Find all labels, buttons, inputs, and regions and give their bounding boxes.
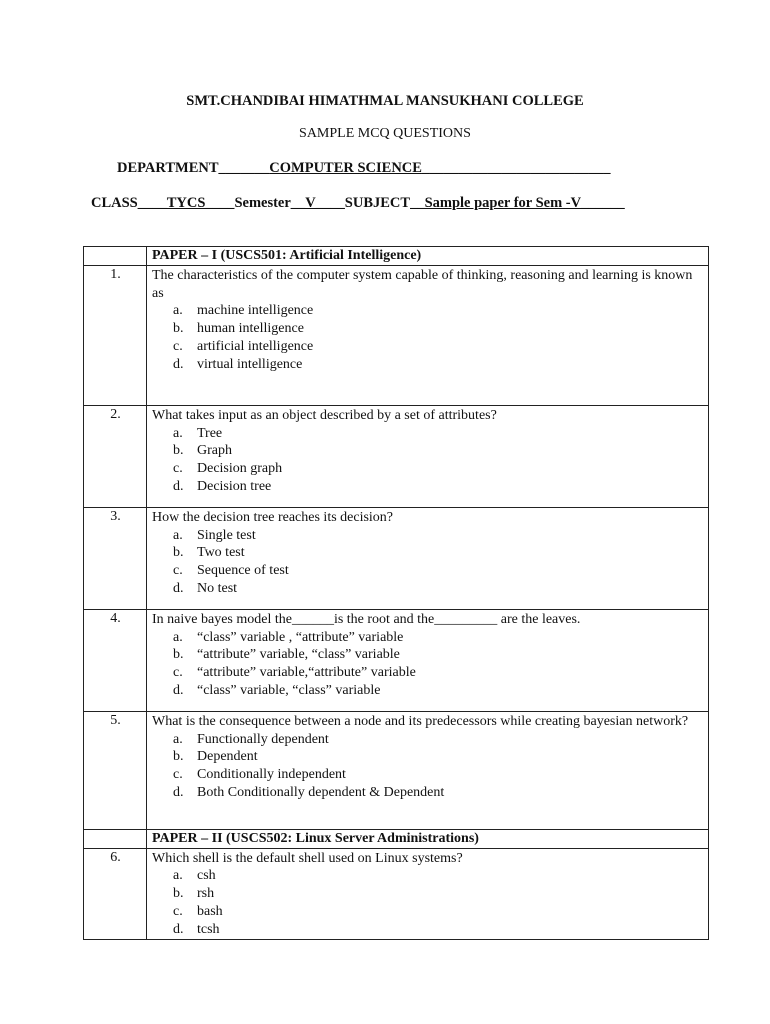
document-subtitle: SAMPLE MCQ QUESTIONS — [299, 126, 471, 141]
question-cell — [147, 711, 709, 829]
option-text: Decision graph — [197, 461, 283, 477]
option-text: machine intelligence — [197, 303, 314, 319]
option-letter: b. — [173, 443, 184, 459]
question-text: The characteristics of the computer system capable of thinking, reasoning and learning is known as — [152, 267, 693, 301]
option-letter: b. — [173, 749, 184, 765]
option-text: Single test — [197, 527, 256, 543]
option-letter: d. — [173, 784, 184, 800]
option-item — [173, 731, 704, 749]
option-list — [152, 731, 704, 802]
option-letter: c. — [173, 665, 183, 681]
paper-title: PAPER – I (USCS501: Artificial Intelligence) — [147, 247, 709, 266]
mcq-table — [83, 246, 709, 940]
question-cell — [147, 848, 709, 939]
option-item — [173, 527, 704, 545]
option-letter: a. — [173, 527, 183, 543]
option-letter: c. — [173, 338, 183, 354]
department-line — [117, 160, 610, 177]
question-row — [84, 711, 709, 829]
option-text: Decision tree — [197, 478, 272, 494]
option-item — [173, 320, 704, 338]
question-cell — [147, 265, 709, 405]
option-text: bash — [197, 903, 223, 919]
option-letter: c. — [173, 461, 183, 477]
option-text: Graph — [197, 443, 232, 459]
option-text: “attribute” variable,“attribute” variable — [197, 665, 416, 681]
option-text: Sequence of test — [197, 563, 289, 579]
department-prefix: DEPARTMENT_______ — [117, 160, 270, 176]
option-item — [173, 921, 704, 939]
option-item — [173, 460, 704, 478]
option-text: “attribute” variable, “class” variable — [197, 647, 400, 663]
option-item — [173, 580, 704, 598]
question-number: 2. — [84, 405, 147, 507]
option-letter: a. — [173, 425, 183, 441]
option-text: Tree — [197, 425, 223, 441]
option-letter: c. — [173, 903, 183, 919]
option-letter: b. — [173, 321, 184, 337]
option-item — [173, 766, 704, 784]
option-text: Both Conditionally dependent & Dependent — [197, 784, 445, 800]
option-text: Conditionally independent — [197, 767, 346, 783]
question-row — [84, 507, 709, 609]
option-text: Two test — [197, 545, 245, 561]
option-text: Functionally dependent — [197, 731, 329, 747]
class-value: ____TYCS____ — [137, 195, 235, 211]
option-item — [173, 784, 704, 802]
question-text: Which shell is the default shell used on Linux systems? — [152, 850, 463, 866]
option-letter: d. — [173, 580, 184, 596]
subject-value: __Sample paper for Sem -V______ — [410, 195, 625, 211]
option-item — [173, 442, 704, 460]
class-label: CLASS — [91, 195, 138, 211]
option-letter: b. — [173, 545, 184, 561]
option-item — [173, 682, 704, 700]
question-row — [84, 265, 709, 405]
question-text: How the decision tree reaches its decision? — [152, 509, 394, 525]
option-item — [173, 338, 704, 356]
question-number: 4. — [84, 609, 147, 711]
option-text: tcsh — [197, 921, 220, 937]
option-item — [173, 748, 704, 766]
paper-row — [84, 829, 709, 848]
option-item — [173, 425, 704, 443]
option-text: artificial intelligence — [197, 338, 314, 354]
college-name: SMT.CHANDIBAI HIMATHMAL MANSUKHANI COLLEGE — [186, 93, 584, 109]
option-item — [173, 885, 704, 903]
option-list — [152, 527, 704, 598]
option-item — [173, 478, 704, 496]
paper-number-cell — [84, 247, 147, 266]
option-item — [173, 867, 704, 885]
option-text: “class” variable, “class” variable — [197, 682, 381, 698]
question-cell — [147, 405, 709, 507]
option-letter: b. — [173, 886, 184, 902]
option-text: “class” variable , “attribute” variable — [197, 629, 404, 645]
option-text: human intelligence — [197, 321, 304, 337]
option-item — [173, 629, 704, 647]
option-item — [173, 646, 704, 664]
question-number: 3. — [84, 507, 147, 609]
option-list — [152, 425, 704, 496]
department-suffix: __________________________ — [421, 160, 611, 176]
option-letter: c. — [173, 767, 183, 783]
question-row — [84, 405, 709, 507]
option-item — [173, 544, 704, 562]
question-cell — [147, 507, 709, 609]
option-item — [173, 664, 704, 682]
option-item — [173, 903, 704, 921]
option-item — [173, 302, 704, 320]
paper-number-cell — [84, 829, 147, 848]
question-cell — [147, 609, 709, 711]
option-list — [152, 867, 704, 938]
option-letter: d. — [173, 478, 184, 494]
class-line — [91, 195, 625, 212]
subject-label: SUBJECT — [344, 195, 411, 211]
paper-row — [84, 247, 709, 266]
option-text: csh — [197, 868, 216, 884]
question-row — [84, 848, 709, 939]
option-item — [173, 356, 704, 374]
option-letter: d. — [173, 682, 184, 698]
option-letter: b. — [173, 647, 184, 663]
question-number: 6. — [84, 848, 147, 939]
option-letter: d. — [173, 356, 184, 372]
question-number: 1. — [84, 265, 147, 405]
option-list — [152, 629, 704, 700]
option-item — [173, 562, 704, 580]
option-letter: a. — [173, 303, 183, 319]
question-text: What is the consequence between a node and its predecessors while creating bayesian network? — [152, 713, 689, 729]
option-letter: a. — [173, 629, 183, 645]
semester-label: Semester — [234, 195, 291, 211]
question-text: What takes input as an object described by a set of attributes? — [152, 407, 497, 423]
question-row — [84, 609, 709, 711]
question-number: 5. — [84, 711, 147, 829]
option-letter: c. — [173, 563, 183, 579]
department-value: COMPUTER SCIENCE — [269, 160, 422, 176]
question-text: In naive bayes model the______is the root and the_________ are the leaves. — [152, 611, 581, 627]
semester-value: __V____ — [290, 195, 345, 211]
option-list — [152, 302, 704, 373]
option-text: No test — [197, 580, 238, 596]
option-text: rsh — [197, 886, 215, 902]
option-text: virtual intelligence — [197, 356, 303, 372]
paper-title: PAPER – II (USCS502: Linux Server Administrations) — [147, 829, 709, 848]
option-letter: a. — [173, 868, 183, 884]
option-letter: a. — [173, 731, 183, 747]
option-text: Dependent — [197, 749, 258, 765]
option-letter: d. — [173, 921, 184, 937]
